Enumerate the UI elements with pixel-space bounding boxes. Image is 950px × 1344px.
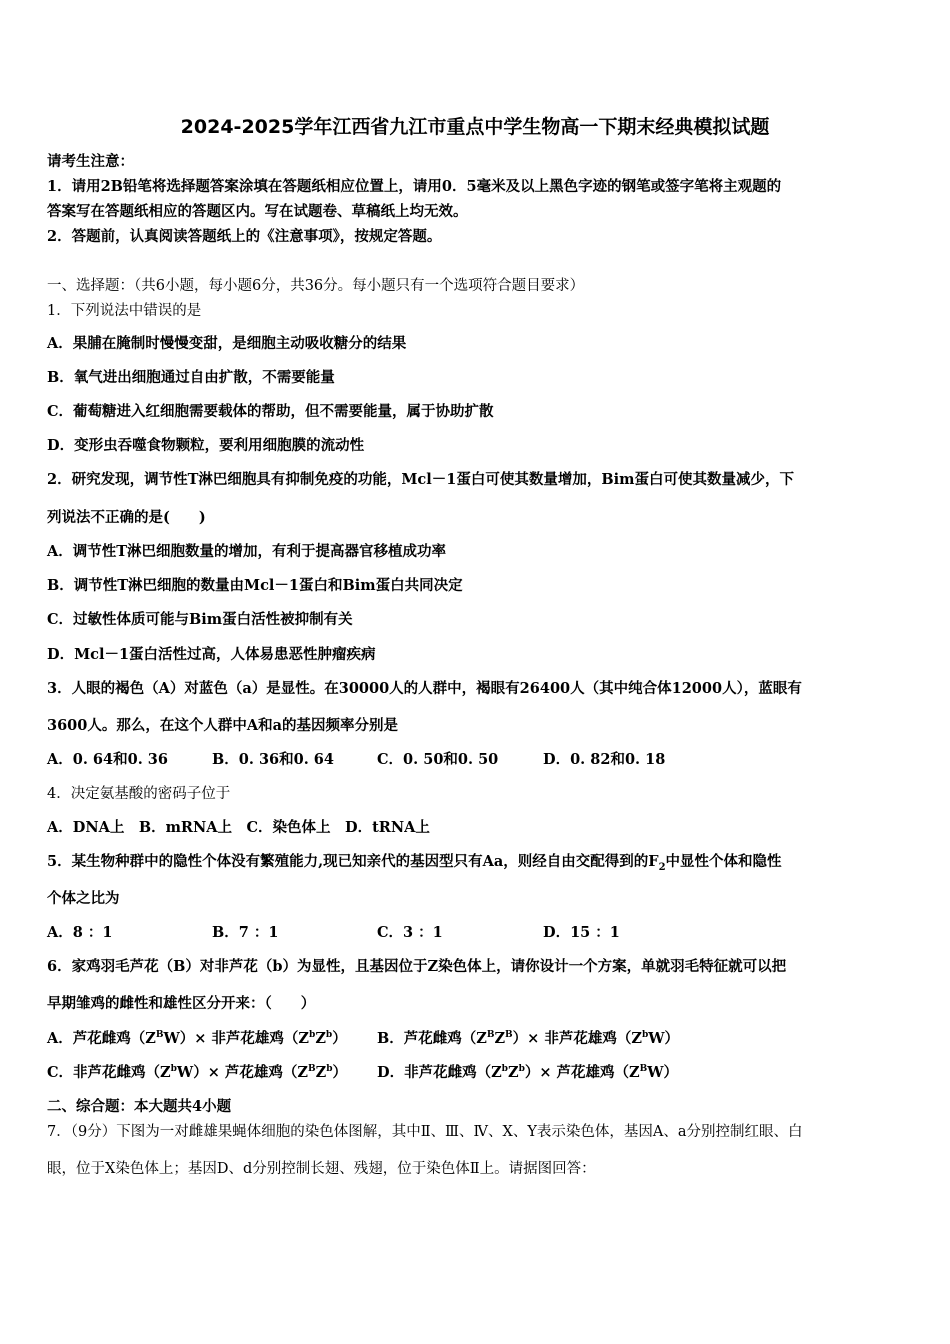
allele-superscript: b	[309, 1030, 316, 1041]
allele-superscript: b	[501, 1064, 508, 1075]
allele-superscript: b	[170, 1064, 177, 1075]
section-1-heading: 一、选择题：（共6小题，每小题6分，共36分。每小题只有一个选项符合题目要求）	[47, 278, 585, 294]
q3-option-c: C．0. 50和0. 50	[377, 751, 499, 768]
notice-line-2: 2．答题前，认真阅读答题纸上的《注意事项》，按规定答题。	[47, 228, 442, 245]
q6-stem-2: 早期雏鸡的雌性和雄性区分开来：（ ）	[47, 995, 316, 1012]
q1-option-b: B．氧气进出细胞通过自由扩散，不需要能量	[47, 369, 335, 386]
q6-option-d: D．非芦花雌鸡$(Z^bZ^b)\times$ 芦花雄鸡$(Z^BW)$	[377, 1064, 679, 1081]
q3-option-a: A．0. 64和0. 36	[47, 751, 168, 768]
q1-option-c: C．葡萄糖进入红细胞需要载体的帮助，但不需要能量，属于协助扩散	[47, 403, 494, 420]
q6-option-b: B．芦花雌鸡$(Z^BZ^B)\times$ 非芦花雄鸡$(Z^bW)$	[377, 1030, 680, 1047]
q4-options: A．DNA上 B．mRNA上 C．染色体上 D．tRNA上	[47, 819, 430, 836]
q5-option-d: D．15 ：1	[543, 924, 620, 941]
q6-option-a: A．芦花雌鸡$(Z^BW)\times$ 非芦花雄鸡$(Z^bZ^b)$	[47, 1030, 347, 1047]
q5-option-c: C．3 ：1	[377, 924, 443, 941]
notice-heading: 请考生注意：	[47, 153, 134, 170]
q5-subscript: 2	[658, 861, 666, 873]
q5-option-a: A．8 ：1	[47, 924, 113, 941]
q6-option-c: C．非芦花雌鸡$(Z^bW)\times$ 芦花雄鸡$(Z^BZ^b)$	[47, 1064, 347, 1081]
q5-stem-1b: 中显性个体和隐性	[665, 853, 782, 870]
allele-superscript: B	[155, 1030, 164, 1041]
allele-superscript: B	[639, 1064, 648, 1075]
section-2-heading: 二、综合题：本大题共4小题	[47, 1098, 232, 1115]
q5-option-b: B．7 ：1	[212, 924, 279, 941]
q3-stem-2: 3600人。那么，在这个人群中A和a的基因频率分别是	[47, 717, 399, 734]
allele-superscript: B	[308, 1064, 316, 1075]
notice-line-1: 1．请用2B铅笔将选择题答案涂填在答题纸相应位置上，请用0．5毫米及以上黑色字迹的钢笔或签字笔将主观题的	[47, 178, 782, 195]
q3-stem-1: 3．人眼的褐色（A）对蓝色（a）是显性。在30000人的人群中，褐眼有26400人（其中纯合体12000人），蓝眼有	[47, 680, 802, 697]
page-title: 2024-2025学年江西省九江市重点中学生物高一下期末经典模拟试题	[180, 116, 770, 138]
q1-stem: 1．下列说法中错误的是	[47, 303, 202, 319]
allele-superscript: b	[326, 1064, 333, 1075]
q7-stem-1: 7．（9分）下图为一对雌雄果蝇体细胞的染色体图解，其中Ⅱ、Ⅲ、Ⅳ、X、Y表示染色体，基因A、a分别控制红眼、白	[47, 1124, 803, 1140]
allele-superscript: B	[486, 1030, 495, 1041]
q4-stem: 4．决定氨基酸的密码子位于	[47, 786, 231, 802]
q3-option-b: B．0. 36和0. 64	[212, 751, 334, 768]
q5-stem-1a: 5．某生物种群中的隐性个体没有繁殖能力,现已知亲代的基因型只有Aa，则经自由交配得到的F	[47, 853, 659, 870]
q2-option-b: B．调节性T淋巴细胞的数量由Mcl－1蛋白和Bim蛋白共同决定	[47, 577, 463, 594]
q2-option-a: A．调节性T淋巴细胞数量的增加，有利于提高器官移植成功率	[47, 543, 447, 560]
allele-superscript: b	[518, 1064, 525, 1075]
q2-stem-1: 2．研究发现，调节性T淋巴细胞具有抑制免疫的功能，Mcl－1蛋白可使其数量增加，Bim蛋白可使其数量减少，下	[47, 471, 794, 488]
q2-stem-2: 列说法不正确的是( )	[47, 509, 206, 526]
q7-stem-2: 眼，位于X染色体上；基因D、d分别控制长翅、残翅，位于染色体Ⅱ上。请据图回答：	[47, 1161, 596, 1177]
q6-stem-1: 6．家鸡羽毛芦花（B）对非芦花（b）为显性，且基因位于Z染色体上，请你设计一个方案，单就羽毛特征就可以把	[47, 958, 787, 975]
notice-line-1b: 答案写在答题纸相应的答题区内。写在试题卷、草稿纸上均无效。	[47, 203, 468, 220]
allele-superscript: B	[505, 1030, 513, 1041]
q3-option-d: D．0. 82和0. 18	[543, 751, 666, 768]
allele-superscript: b	[641, 1030, 649, 1041]
q1-option-a: A．果脯在腌制时慢慢变甜，是细胞主动吸收糖分的结果	[47, 335, 407, 352]
q1-option-d: D．变形虫吞噬食物颗粒，要利用细胞膜的流动性	[47, 437, 365, 454]
q2-option-d: D．Mcl－1蛋白活性过高，人体易患恶性肿瘤疾病	[47, 646, 376, 663]
allele-superscript: b	[325, 1030, 333, 1041]
q5-stem-2: 个体之比为	[47, 890, 120, 907]
q5-stem-1	[47, 852, 782, 872]
q2-option-c: C．过敏性体质可能与Bim蛋白活性被抑制有关	[47, 611, 353, 628]
